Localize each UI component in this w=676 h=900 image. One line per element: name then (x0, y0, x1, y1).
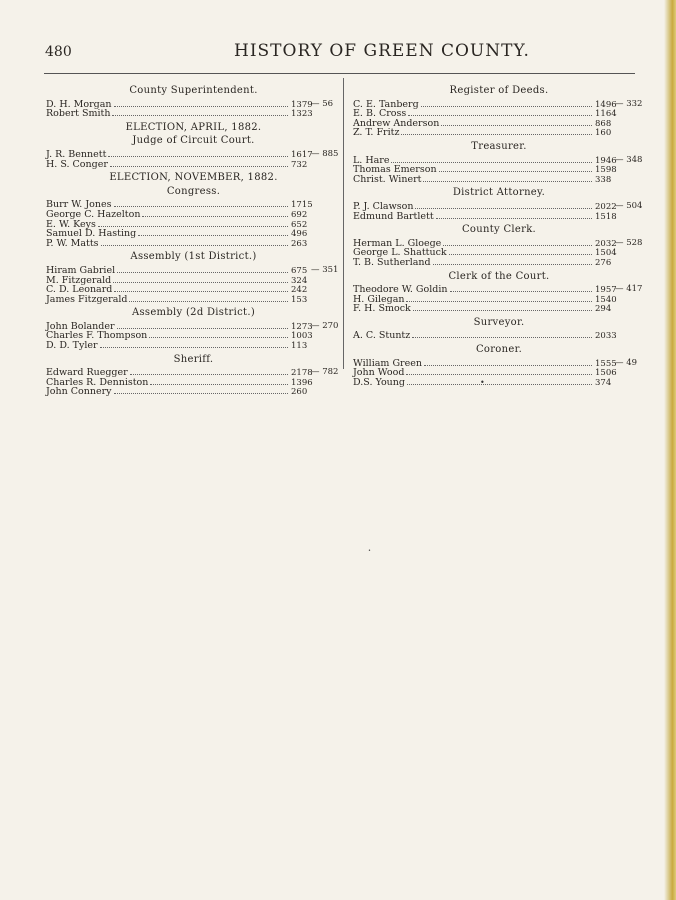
section-heading: Congress. (166, 185, 221, 197)
dot-leader (449, 254, 592, 255)
candidate-row (353, 175, 615, 185)
dot-leader (101, 245, 288, 246)
majority-dash: — (615, 237, 627, 248)
vote-count: 374 (595, 377, 612, 388)
dot-leader (407, 384, 592, 385)
majority-value: 885 (322, 148, 339, 159)
candidate-name: Herman L. Gloege (353, 237, 442, 249)
vote-count: 294 (595, 304, 612, 315)
majority-value: 348 (626, 154, 643, 165)
vote-count: 496 (291, 229, 308, 240)
dot-leader (114, 106, 289, 107)
section-heading: Assembly (2d District.) (131, 307, 256, 319)
candidate-name: E. B. Cross (353, 108, 407, 120)
candidate-name: Thomas Emerson (353, 164, 437, 176)
section-heading: Treasurer. (471, 140, 527, 152)
vote-count: 652 (291, 219, 308, 230)
majority-dash: — (311, 98, 323, 109)
dot-leader (439, 171, 592, 172)
candidate-name: E. W. Keys (46, 218, 96, 230)
election-results-block (353, 100, 645, 138)
candidate-name: P. J. Clawson (353, 200, 414, 212)
vote-count: 1957 (595, 285, 617, 296)
page-edge (664, 0, 676, 900)
vote-count: 2022 (595, 201, 617, 212)
dot-leader (112, 115, 288, 116)
candidate-name: D.S. Young (353, 376, 405, 388)
dot-leader (117, 272, 288, 273)
majority-value: 49 (626, 357, 638, 368)
section-heading: Register of Deeds. (449, 85, 549, 96)
vote-count: 260 (291, 387, 308, 398)
election-results-block (46, 200, 341, 248)
dot-leader (441, 125, 592, 126)
vote-count: 1003 (291, 331, 313, 342)
dot-leader (406, 374, 592, 375)
vote-count: 1273 (291, 321, 313, 332)
candidate-name: T. B. Sutherland (353, 256, 431, 268)
dot-leader (406, 301, 592, 302)
election-results-block (46, 322, 341, 351)
majority-dash: — (311, 367, 323, 378)
section-heading: Assembly (1st District.) (130, 251, 257, 263)
vote-count: 324 (291, 275, 308, 286)
majority-value: 351 (322, 264, 339, 275)
majority-value: 528 (626, 237, 643, 248)
section-heading: ELECTION, APRIL, 1882. (125, 121, 262, 133)
dot-leader (110, 166, 288, 167)
section-heading: Clerk of the Court. (448, 270, 550, 282)
election-results-block (353, 239, 645, 268)
dot-leader (98, 226, 288, 227)
dot-leader (150, 384, 288, 385)
vote-count: 1617 (291, 149, 313, 160)
dot-leader (415, 208, 592, 209)
candidate-name: C. E. Tanberg (353, 98, 419, 110)
dot-leader (424, 365, 592, 366)
candidate-row (353, 212, 615, 222)
dot-leader (391, 162, 592, 163)
dot-leader (450, 291, 592, 292)
election-results-block (353, 202, 645, 221)
candidate-row (46, 239, 311, 249)
dot-leader (423, 181, 592, 182)
vote-count: 153 (291, 294, 308, 305)
candidate-name: Z. T. Fritz (353, 127, 400, 139)
vote-count: 1506 (595, 368, 617, 379)
section-heading: Coroner. (475, 344, 523, 356)
vote-count: 1504 (595, 248, 617, 259)
candidate-row (46, 387, 311, 397)
dot-leader (138, 235, 288, 236)
candidate-name: Charles F. Thompson (46, 330, 148, 342)
section-heading: District Attorney. (452, 187, 546, 199)
vote-count: 1496 (595, 99, 617, 110)
dot-leader (421, 106, 592, 107)
majority-value: 56 (322, 98, 334, 109)
section-heading: County Superintendent. (129, 85, 258, 96)
vote-count: 692 (291, 209, 308, 220)
page-title: HISTORY OF GREEN COUNTY. (234, 41, 530, 61)
page-number: 480 (45, 44, 72, 60)
candidate-name: Samuel D. Hasting (46, 228, 137, 240)
candidate-name: George C. Hazelton (46, 208, 141, 220)
section-heading: ELECTION, NOVEMBER, 1882. (109, 172, 278, 184)
vote-count: 1946 (595, 155, 617, 166)
election-results-block (353, 359, 645, 388)
vote-count: 2032 (595, 238, 617, 249)
dot-leader (413, 310, 592, 311)
candidate-name: F. H. Smock (353, 303, 411, 315)
vote-count: 1396 (291, 377, 313, 388)
left-column (46, 86, 341, 397)
candidate-row (353, 331, 615, 341)
election-results-block (353, 156, 645, 185)
candidate-name: Andrew Anderson (353, 117, 440, 129)
candidate-name: Burr W. Jones (46, 199, 112, 211)
candidate-row (46, 295, 311, 305)
dot-leader (408, 115, 592, 116)
vote-count: 1598 (595, 165, 617, 176)
dot-leader (433, 264, 592, 265)
section-heading: Surveyor. (473, 316, 525, 328)
header-rule (44, 73, 635, 74)
candidate-name: Robert Smith (46, 108, 111, 120)
dot-leader (129, 301, 288, 302)
candidate-name: D. H. Morgan (46, 98, 112, 110)
vote-count: 732 (291, 159, 308, 170)
candidate-name: Charles R. Denniston (46, 376, 149, 388)
candidate-row (46, 341, 311, 351)
vote-count: 338 (595, 174, 612, 185)
candidate-name: John Wood (353, 367, 405, 379)
candidate-name: L. Hare (353, 154, 390, 166)
dot-leader (401, 134, 592, 135)
vote-count: 1540 (595, 294, 617, 305)
election-results-block (46, 100, 341, 119)
election-results-block (46, 266, 341, 304)
ink-speck: • (368, 548, 371, 554)
column-divider (343, 78, 344, 369)
candidate-name: James Fitzgerald (46, 293, 128, 305)
candidate-row (46, 160, 311, 170)
majority-value: 782 (322, 367, 339, 378)
majority-dash: — (615, 357, 627, 368)
candidate-row (353, 128, 615, 138)
election-results-block (46, 368, 341, 397)
vote-count: 1555 (595, 358, 617, 369)
vote-count: 160 (595, 128, 612, 139)
candidate-row (46, 109, 311, 119)
candidate-name: John Connery (46, 386, 112, 398)
dot-leader (114, 291, 288, 292)
dot-leader (436, 218, 592, 219)
vote-count: 675 (291, 265, 308, 276)
vote-count: 2033 (595, 331, 617, 342)
majority-dash: — (615, 284, 627, 295)
election-results-block (353, 285, 645, 314)
majority-dash: — (311, 264, 323, 275)
dot-leader (412, 337, 592, 338)
majority-value: 332 (626, 98, 643, 109)
section-heading: County Clerk. (461, 224, 537, 236)
section-heading: Sheriff. (173, 353, 214, 365)
majority-dash: — (615, 200, 627, 211)
candidate-name: J. R. Bennett (46, 148, 107, 160)
dot-leader (108, 156, 288, 157)
majority-value: 504 (626, 200, 643, 211)
election-results-block (46, 150, 341, 169)
majority-value: 270 (322, 320, 339, 331)
candidate-name: A. C. Stuntz (353, 330, 411, 342)
dot-leader (443, 245, 592, 246)
candidate-name: C. D. Leonard (46, 284, 113, 296)
vote-count: 1379 (291, 99, 313, 110)
vote-count: 1715 (291, 200, 313, 211)
vote-count: 276 (595, 257, 612, 268)
dot-leader (114, 206, 289, 207)
dot-leader (142, 216, 288, 217)
election-results-block (353, 331, 645, 341)
dot-leader (117, 328, 288, 329)
candidate-name: H. S. Conger (46, 158, 108, 170)
majority-dash: — (615, 98, 627, 109)
vote-count: 1323 (291, 109, 313, 120)
dot-leader (100, 347, 288, 348)
vote-count: 242 (291, 285, 308, 296)
candidate-name: H. Gilegan (353, 293, 405, 305)
majority-dash: — (311, 320, 323, 331)
candidate-name: George L. Shattuck (353, 247, 447, 259)
vote-count: 263 (291, 238, 308, 249)
majority-value: 417 (626, 284, 643, 295)
majority-dash: — (311, 148, 323, 159)
right-column (353, 86, 645, 387)
candidate-row (353, 304, 615, 314)
vote-count: 2178 (291, 368, 313, 379)
candidate-row (353, 258, 615, 268)
vote-count: 868 (595, 118, 612, 129)
candidate-name: M. Fitzgerald (46, 274, 112, 286)
candidate-name: John Bolander (46, 320, 115, 332)
vote-count: 1164 (595, 109, 617, 120)
candidate-name: Edward Ruegger (46, 367, 128, 379)
vote-count: 113 (291, 341, 308, 352)
candidate-name: D. D. Tyler (46, 340, 98, 352)
candidate-name: Theodore W. Goldin (353, 284, 448, 296)
candidate-name: Hiram Gabriel (46, 264, 116, 276)
dot-leader (113, 282, 288, 283)
vote-count: 1518 (595, 211, 617, 222)
candidate-name: Edmund Bartlett (353, 210, 434, 222)
candidate-name: Christ. Winert (353, 173, 422, 185)
dot-leader (149, 337, 288, 338)
candidate-name: P. W. Matts (46, 237, 99, 249)
section-heading: Judge of Circuit Court. (132, 135, 255, 147)
dot-leader (130, 374, 288, 375)
ink-speck: • (480, 378, 485, 387)
majority-dash: — (615, 154, 627, 165)
dot-leader (114, 393, 288, 394)
candidate-name: William Green (353, 357, 422, 369)
